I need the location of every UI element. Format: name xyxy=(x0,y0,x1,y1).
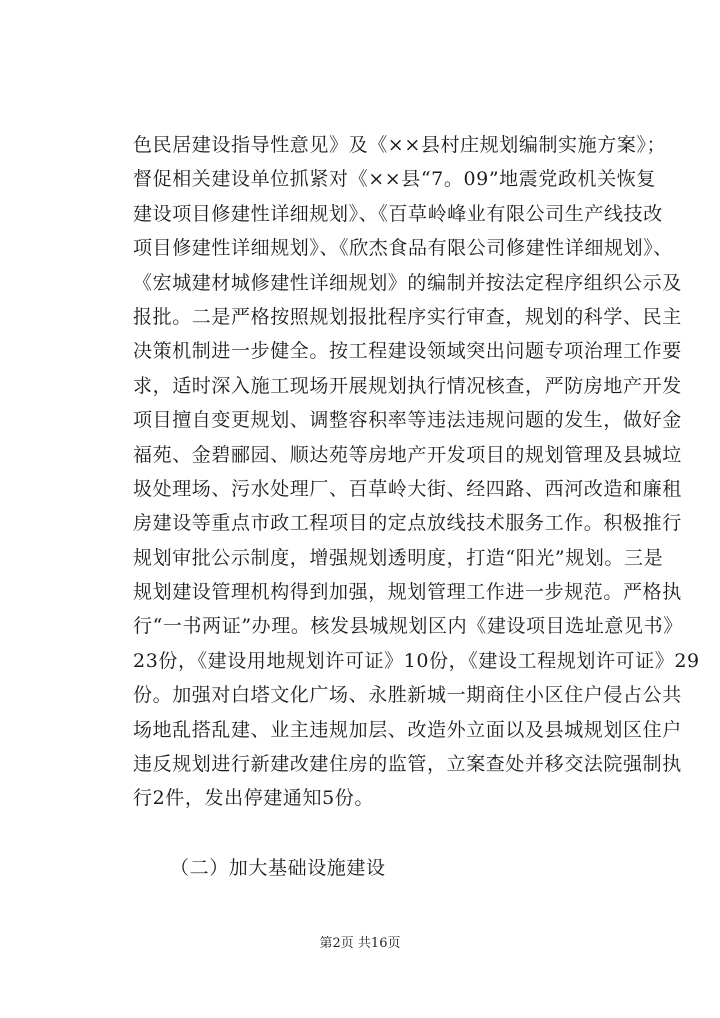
body-line: 福苑、金碧郦园、顺达苑等房地产开发项目的规划管理及县城垃 xyxy=(133,443,682,466)
body-line: 规划建设管理机构得到加强，规划管理工作进一步规范。严格执 xyxy=(133,581,682,604)
body-line: 房建设等重点市政工程项目的定点放线技术服务工作。积极推行 xyxy=(133,512,682,535)
body-line: 23份，《建设用地规划许可证》10份，《建设工程规划许可证》29 xyxy=(133,649,700,672)
body-line: 规划审批公示制度，增强规划透明度，打造“阳光”规划。三是 xyxy=(133,546,664,569)
body-line: 圾处理场、污水处理厂、百草岭大街、经四路、西河改造和廉租 xyxy=(133,477,682,500)
body-line: 场地乱搭乱建、业主违规加层、改造外立面以及县城规划区住户 xyxy=(133,718,682,741)
body-line: 决策机制进一步健全。按工程建设领域突出问题专项治理工作要 xyxy=(133,340,682,363)
body-line: 行“一书两证”办理。核发县城规划区内《建设项目选址意见书》 xyxy=(133,615,683,638)
body-line: 报批。二是严格按照规划报批程序实行审查，规划的科学、民主 xyxy=(133,305,682,328)
body-line: 求，适时深入施工现场开展规划执行情况核查，严防房地产开发 xyxy=(133,374,682,397)
body-line: 督促相关建设单位抓紧对《××县“7。09”地震党政机关恢复 xyxy=(133,168,656,191)
body-line: 项目擅自变更规划、调整容积率等违法违规问题的发生，做好金 xyxy=(133,409,682,432)
body-line: 《宏城建材城修建性详细规划》的编制并按法定程序组织公示及 xyxy=(133,271,682,294)
body-line: 份。加强对白塔文化广场、永胜新城一期商住小区住户侵占公共 xyxy=(133,684,682,707)
body-line-last: 行2件，发出停建通知5份。 xyxy=(133,787,374,810)
section-heading: （二）加大基础设施建设 xyxy=(170,857,386,879)
body-paragraph xyxy=(133,128,700,816)
page-number-footer: 第2页 共16页 xyxy=(319,936,401,951)
body-line: 建设项目修建性详细规划》、《百草岭峰业有限公司生产线技改 xyxy=(133,202,663,225)
body-line: 项目修建性详细规划》、《欣杰食品有限公司修建性详细规划》、 xyxy=(133,237,673,260)
body-line: 违反规划进行新建改建住房的监管，立案查处并移交法院强制执 xyxy=(133,753,682,776)
body-line: 色民居建设指导性意见》及《××县村庄规划编制实施方案》； xyxy=(133,134,667,156)
